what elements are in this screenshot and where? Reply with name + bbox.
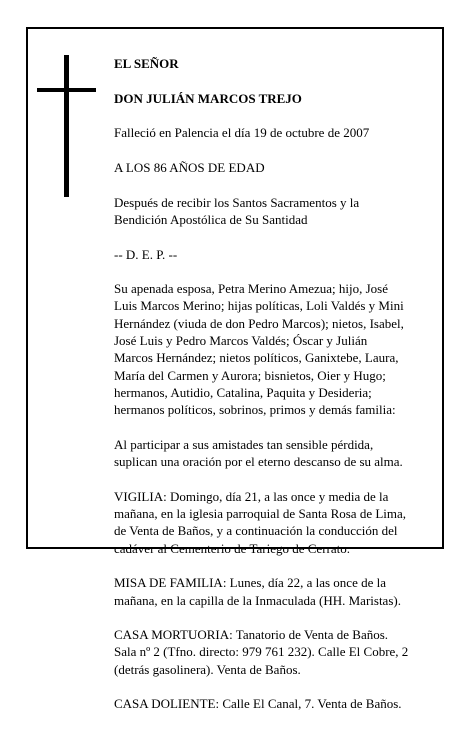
sacraments-paragraph: Después de recibir los Santos Sacramentos y la Bendición Apostólica de Su Santidad [114,194,360,227]
age-line: A LOS 86 AÑOS DE EDAD [114,160,265,176]
vigil-paragraph: VIGILIA: Domingo, día 21, a las once y media de la mañana, en la iglesia parroquial de Santa Rosa de Lima, de Venta de Baños, y a continuación la conducción del cadáver al Cementerio de Tariego de Cerrato. [114,488,407,556]
family-paragraph: Su apenada esposa, Petra Merino Amezua; hijo, José Luis Marcos Merino; hijas políticas, Loli Valdés y Mini Hernández (viuda de don Pedro Marcos); nietos, Isabel, José Luis y Pedro Marcos Valdés; Óscar y Julián Marcos Hernández; nietos políticos, Ganixtebe, Laura, María del Carmen y Aurora; bisnietos, Oier y Hugo; hermanos, Autidio, Catalina, Paquita y Desideria; hermanos políticos, sobrinos, primos y demás familia: [114,281,404,418]
death-date-line: Falleció en Palencia el día 19 de octubre de 2007 [114,125,370,141]
mortuary-paragraph: CASA MORTUORIA: Tanatorio de Venta de Baños. Sala nº 2 (Tfno. directo: 979 761 232). Calle El Cobre, 2 (detrás gasolinera). Venta de Baños. [114,627,409,677]
rip-line: -- D. E. P. -- [114,246,178,262]
cross-horizontal-bar [37,88,96,92]
cross-vertical-bar [64,55,69,197]
mass-paragraph: MISA DE FAMILIA: Lunes, día 22, a las once de la mañana, en la capilla de la Inmaculada (HH. Maristas). [114,575,401,608]
home-paragraph: CASA DOLIENTE: Calle El Canal, 7. Venta de Baños. [114,696,402,712]
title-line-1: EL SEÑOR [114,56,179,72]
deceased-name: DON JULIÁN MARCOS TREJO [114,90,302,106]
obituary-text [114,38,428,730]
request-paragraph: Al participar a sus amistades tan sensible pérdida, suplican una oración por el eterno descanso de su alma. [114,436,403,470]
